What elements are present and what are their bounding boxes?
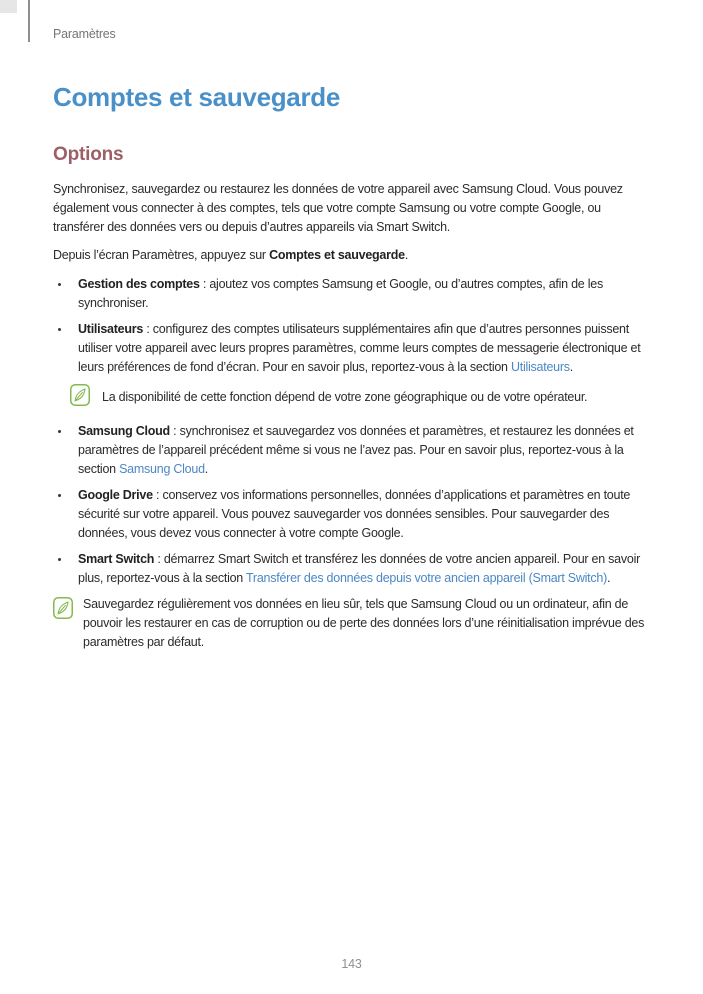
bullet-label: Gestion des comptes bbox=[78, 277, 200, 291]
bullet-dot-icon bbox=[58, 494, 61, 497]
page-content bbox=[53, 0, 653, 652]
list-item-samsung-cloud bbox=[53, 422, 653, 479]
smart-switch-section-link[interactable]: Transférer des données depuis votre ancien appareil (Smart Switch) bbox=[246, 571, 608, 585]
bullet-suffix: . bbox=[607, 571, 611, 585]
bullet-dot-icon bbox=[58, 558, 61, 561]
bullet-body: : ajoutez vos comptes Samsung et Google, ou d’autres comptes, afin de les synchroniser. bbox=[78, 277, 603, 310]
bullet-marker bbox=[53, 275, 78, 294]
header-vertical-rule bbox=[28, 0, 30, 42]
note-text: Sauvegardez régulièrement vos données en lieu sûr, tels que Samsung Cloud ou un ordinateur, afin de pouvoir les restaurer en cas de corruption ou de perte des données lors d’une réinitialisation imprévue des paramètres par défaut. bbox=[83, 597, 645, 649]
bullet-marker bbox=[53, 320, 78, 339]
list-item-gestion-des-comptes bbox=[53, 275, 653, 313]
chapter-title: Comptes et sauvegarde bbox=[53, 82, 341, 112]
section-heading: Options bbox=[53, 144, 124, 165]
bullet-label: Utilisateurs bbox=[78, 322, 144, 336]
bullet-text bbox=[78, 275, 653, 313]
list-item-utilisateurs bbox=[53, 320, 653, 377]
note-box-backup-advice bbox=[53, 595, 653, 652]
quill-pen-icon bbox=[70, 384, 90, 411]
bullet-dot-icon bbox=[58, 283, 61, 286]
path-suffix: . bbox=[404, 248, 409, 262]
bullet-marker bbox=[53, 550, 78, 569]
bullet-label: Google Drive bbox=[78, 488, 153, 502]
bullet-dot-icon bbox=[58, 430, 61, 433]
bullet-text bbox=[78, 550, 653, 588]
list-item-google-drive bbox=[53, 486, 653, 543]
path-bold-target: Comptes et sauvegarde bbox=[269, 248, 405, 262]
page-number: 143 bbox=[341, 957, 362, 971]
bullet-text bbox=[78, 422, 653, 479]
bullet-body: : configurez des comptes utilisateurs supplémentaires afin que d’autres personnes puissent utiliser votre appareil avec leurs propres paramètres, comme leurs comptes de messagerie électronique et leurs préférences de fond d’écran. Pour en savoir plus, reportez-vous à la section bbox=[78, 322, 641, 374]
quill-pen-icon bbox=[53, 597, 73, 624]
bullet-suffix: . bbox=[569, 360, 574, 374]
note-text: La disponibilité de cette fonction dépend de votre zone géographique ou de votre opérateur. bbox=[102, 390, 588, 404]
bullet-body: : synchronisez et sauvegardez vos données et paramètres, et restaurez les données et paramètres de l’appareil précédent même si vous ne l’avez pas. Pour en savoir plus, reportez-vous à la section bbox=[78, 424, 634, 476]
bullet-suffix: . bbox=[204, 462, 209, 476]
intro-paragraph: Synchronisez, sauvegardez ou restaurez les données de votre appareil avec Samsung Cloud. Vous pouvez également vous connecter à des comptes, tels que votre compte Samsung ou votre compte Google, ou transférer des données vers ou depuis d’autres appareils via Smart Switch. bbox=[53, 182, 623, 234]
bullet-text bbox=[78, 320, 653, 377]
bullet-label: Samsung Cloud bbox=[78, 424, 170, 438]
samsung-cloud-section-link[interactable]: Samsung Cloud bbox=[119, 462, 205, 476]
utilisateurs-section-link[interactable]: Utilisateurs bbox=[510, 360, 570, 374]
list-item-smart-switch bbox=[53, 550, 653, 588]
corner-decoration bbox=[0, 0, 17, 13]
note-box-availability bbox=[70, 384, 653, 411]
running-header: Paramètres bbox=[53, 27, 116, 41]
bullet-body: : démarrez Smart Switch et transférez les données de votre ancien appareil. Pour en savoir plus, reportez-vous à la section bbox=[78, 552, 641, 585]
path-paragraph bbox=[53, 246, 653, 265]
bullet-marker bbox=[53, 486, 78, 505]
path-prefix: Depuis l’écran Paramètres, appuyez sur bbox=[53, 248, 270, 262]
bullet-text bbox=[78, 486, 653, 543]
bullet-dot-icon bbox=[58, 328, 61, 331]
bullet-body: : conservez vos informations personnelles, données d’applications et paramètres en toute sécurité sur votre appareil. Vous pouvez sauvegarder vos données sensibles. Pour sauvegarder des données, vous devez vous connecter à votre compte Google. bbox=[78, 488, 631, 540]
bullet-label: Smart Switch bbox=[78, 552, 155, 566]
bullet-marker bbox=[53, 422, 78, 441]
